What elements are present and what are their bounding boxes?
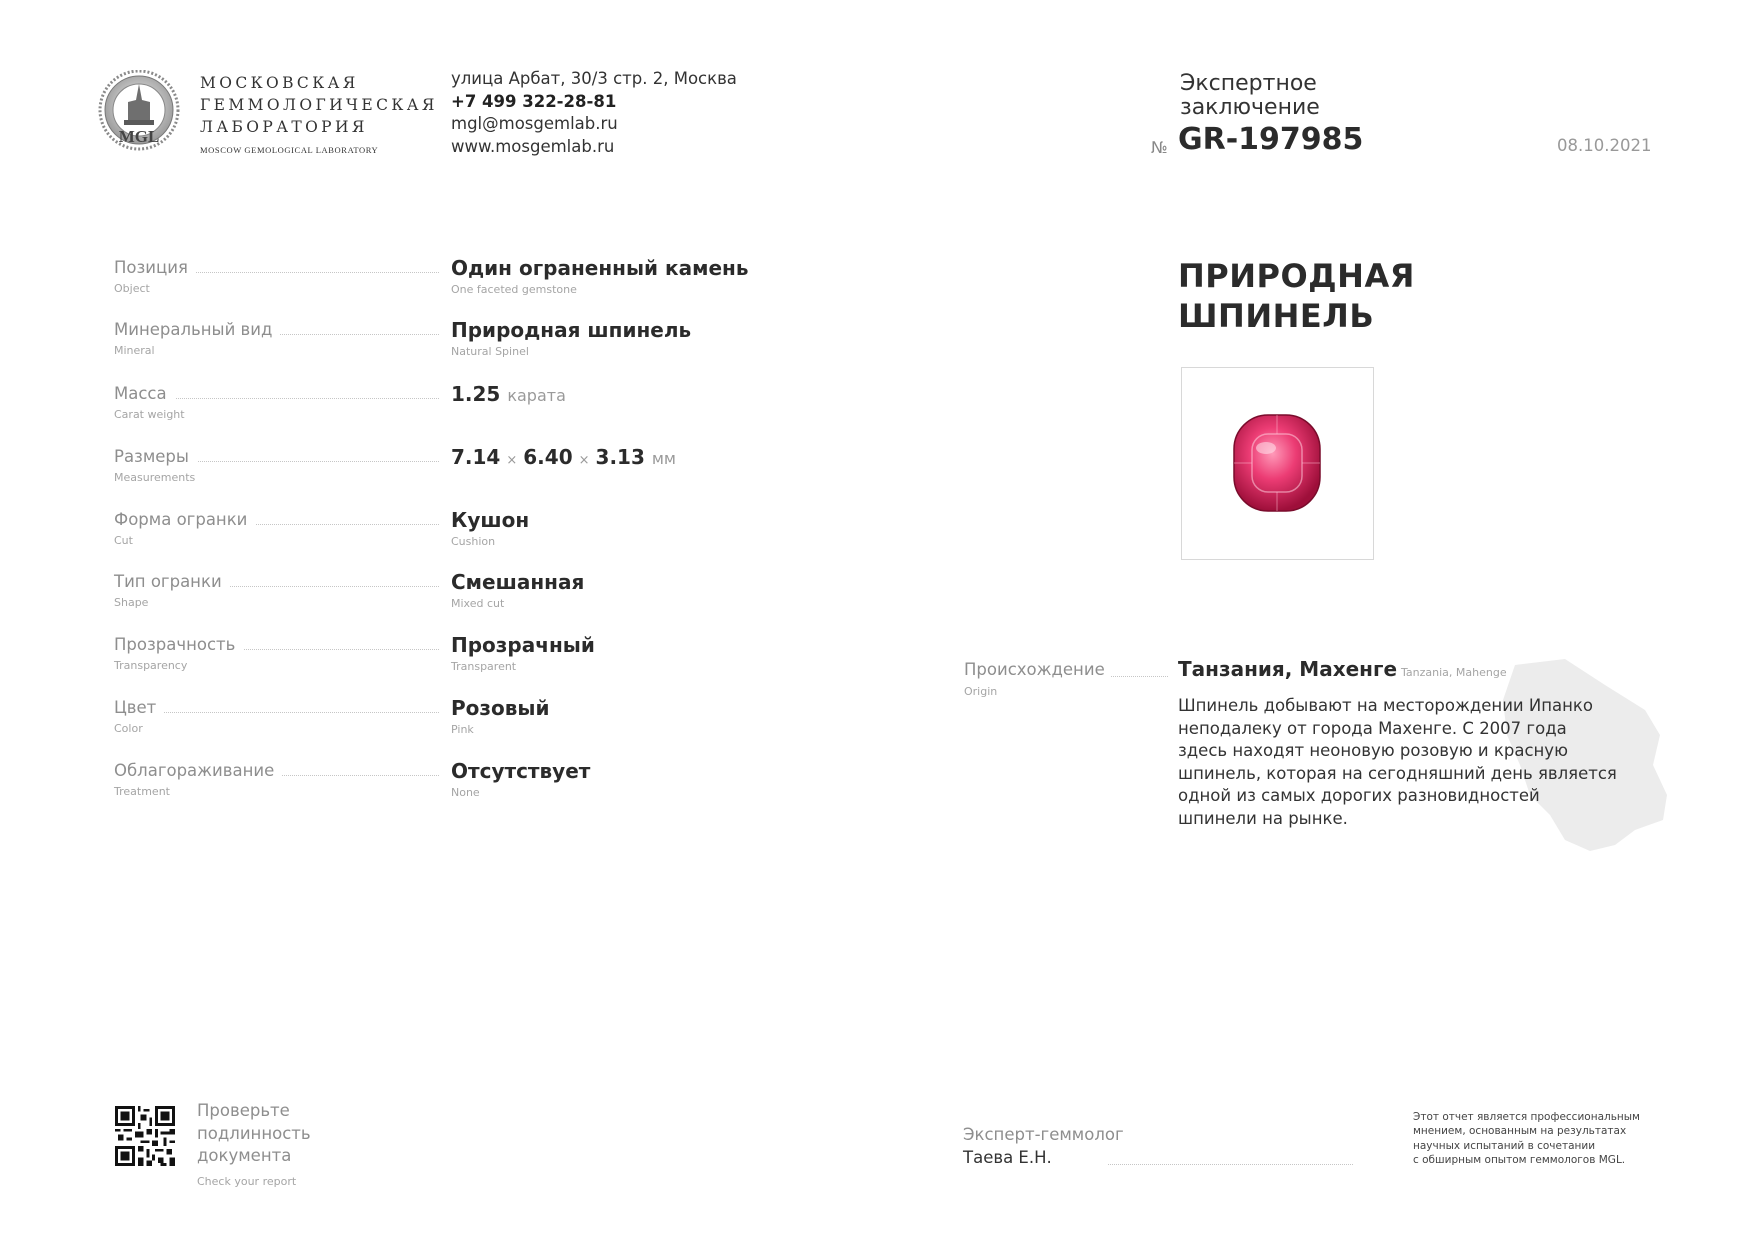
dimension-1: 7.14 [451,445,501,469]
property-value: Розовый [451,696,550,720]
property-row-weight [114,384,774,432]
address-text: улица Арбат, 30/3 стр. 2, Москва [451,69,737,88]
times-sign: × [506,453,518,468]
property-label: Прозрачность [114,635,243,654]
property-row-cut [114,510,774,558]
property-label: Форма огранки [114,510,255,529]
origin-label: Происхождение [964,660,1111,679]
property-value-en: Pink [451,723,474,736]
origin-description: Шпинель добывают на месторождении Ипанко неподалеку от города Махенге. С 2007 года здесь находят неоновую розовую и красную шпинель, которая на сегодняшний день является одной из самых дорогих разновидностей шпинели на рынке. [1178,696,1617,828]
property-label: Облагораживание [114,761,282,780]
property-label-en: Color [114,722,143,735]
carat-value: 1.25 [451,382,501,406]
disclaimer-text: Этот отчет является профессиональным мнением, основанным на результатах научных испытаний в сочетании с обширным опытом геммологов MGL. [1413,1111,1640,1166]
property-value: Смешанная [451,570,585,594]
property-label-en: Mineral [114,344,155,357]
property-value-en: One faceted gemstone [451,283,577,296]
origin-value: Танзания, Махенге Tanzania, Mahenge [1178,657,1507,681]
dimension-3: 3.13 [595,445,645,469]
property-label-en: Cut [114,534,133,547]
property-value [451,382,566,406]
property-row-object [114,258,774,306]
property-value-en: Mixed cut [451,597,505,610]
stone-photo [1181,367,1374,560]
stone-title: ПРИРОДНАЯ ШПИНЕЛЬ [1178,257,1415,335]
property-value [451,445,676,469]
contacts-block [451,68,737,158]
property-value-en: None [451,786,480,799]
property-row-treatment [114,761,774,809]
property-value: Отсутствует [451,759,591,783]
lab-logo-emblem [94,70,184,154]
origin-label-en: Origin [964,685,998,698]
times-sign: × [578,453,590,468]
property-label: Позиция [114,258,196,277]
qr-code-icon[interactable] [115,1106,175,1166]
property-row-color [114,698,774,746]
verify-authenticity-text: Проверьте подлинность документа [197,1101,311,1165]
property-label-en: Carat weight [114,408,185,421]
property-row-transparency [114,635,774,683]
property-label-en: Object [114,282,150,295]
expert-name: Таева Е.Н. [963,1148,1052,1167]
property-row-shape [114,572,774,620]
dimension-2: 6.40 [523,445,573,469]
certificate-number: GR-197985 [1178,122,1364,157]
phone-link[interactable]: +7 499 322-28-81 [451,91,617,111]
dimension-unit: мм [651,449,676,468]
property-label: Масса [114,384,175,403]
property-value-en: Natural Spinel [451,345,529,358]
lab-name-en: MOSCOW GEMOLOGICAL LABORATORY [200,145,379,155]
property-label: Тип огранки [114,572,230,591]
property-label: Размеры [114,447,197,466]
property-value: Прозрачный [451,633,595,657]
origin-value-en: Tanzania, Mahenge [1401,666,1507,679]
certificate-date: 08.10.2021 [1557,136,1652,155]
property-row-measurements [114,447,774,495]
property-value-en: Transparent [451,660,517,673]
property-row-mineral [114,320,774,368]
property-label-en: Treatment [114,785,170,798]
property-label-en: Transparency [114,659,188,672]
property-label: Цвет [114,698,164,717]
property-value-en: Cushion [451,535,496,548]
property-label-en: Shape [114,596,149,609]
email-link[interactable]: mgl@mosgemlab.ru [451,114,618,133]
property-value: Природная шпинель [451,318,692,342]
carat-unit: карата [507,386,566,405]
lab-name: МОСКОВСКАЯ ГЕММОЛОГИЧЕСКАЯ ЛАБОРАТОРИЯ [200,74,438,136]
svg-text:MGL: MGL [118,127,160,146]
certificate-number-sign: № [1151,138,1168,157]
verify-authenticity-en: Check your report [197,1175,297,1188]
signature-line [1108,1164,1353,1165]
property-label-en: Measurements [114,471,196,484]
gemstone-image [1182,368,1373,559]
property-value: Кушон [451,508,530,532]
expert-label: Эксперт-геммолог [963,1125,1124,1144]
document-type: Экспертное заключение [1180,71,1320,120]
property-label: Минеральный вид [114,320,280,339]
property-value: Один ограненный камень [451,256,749,280]
website-link[interactable]: www.mosgemlab.ru [451,136,615,156]
